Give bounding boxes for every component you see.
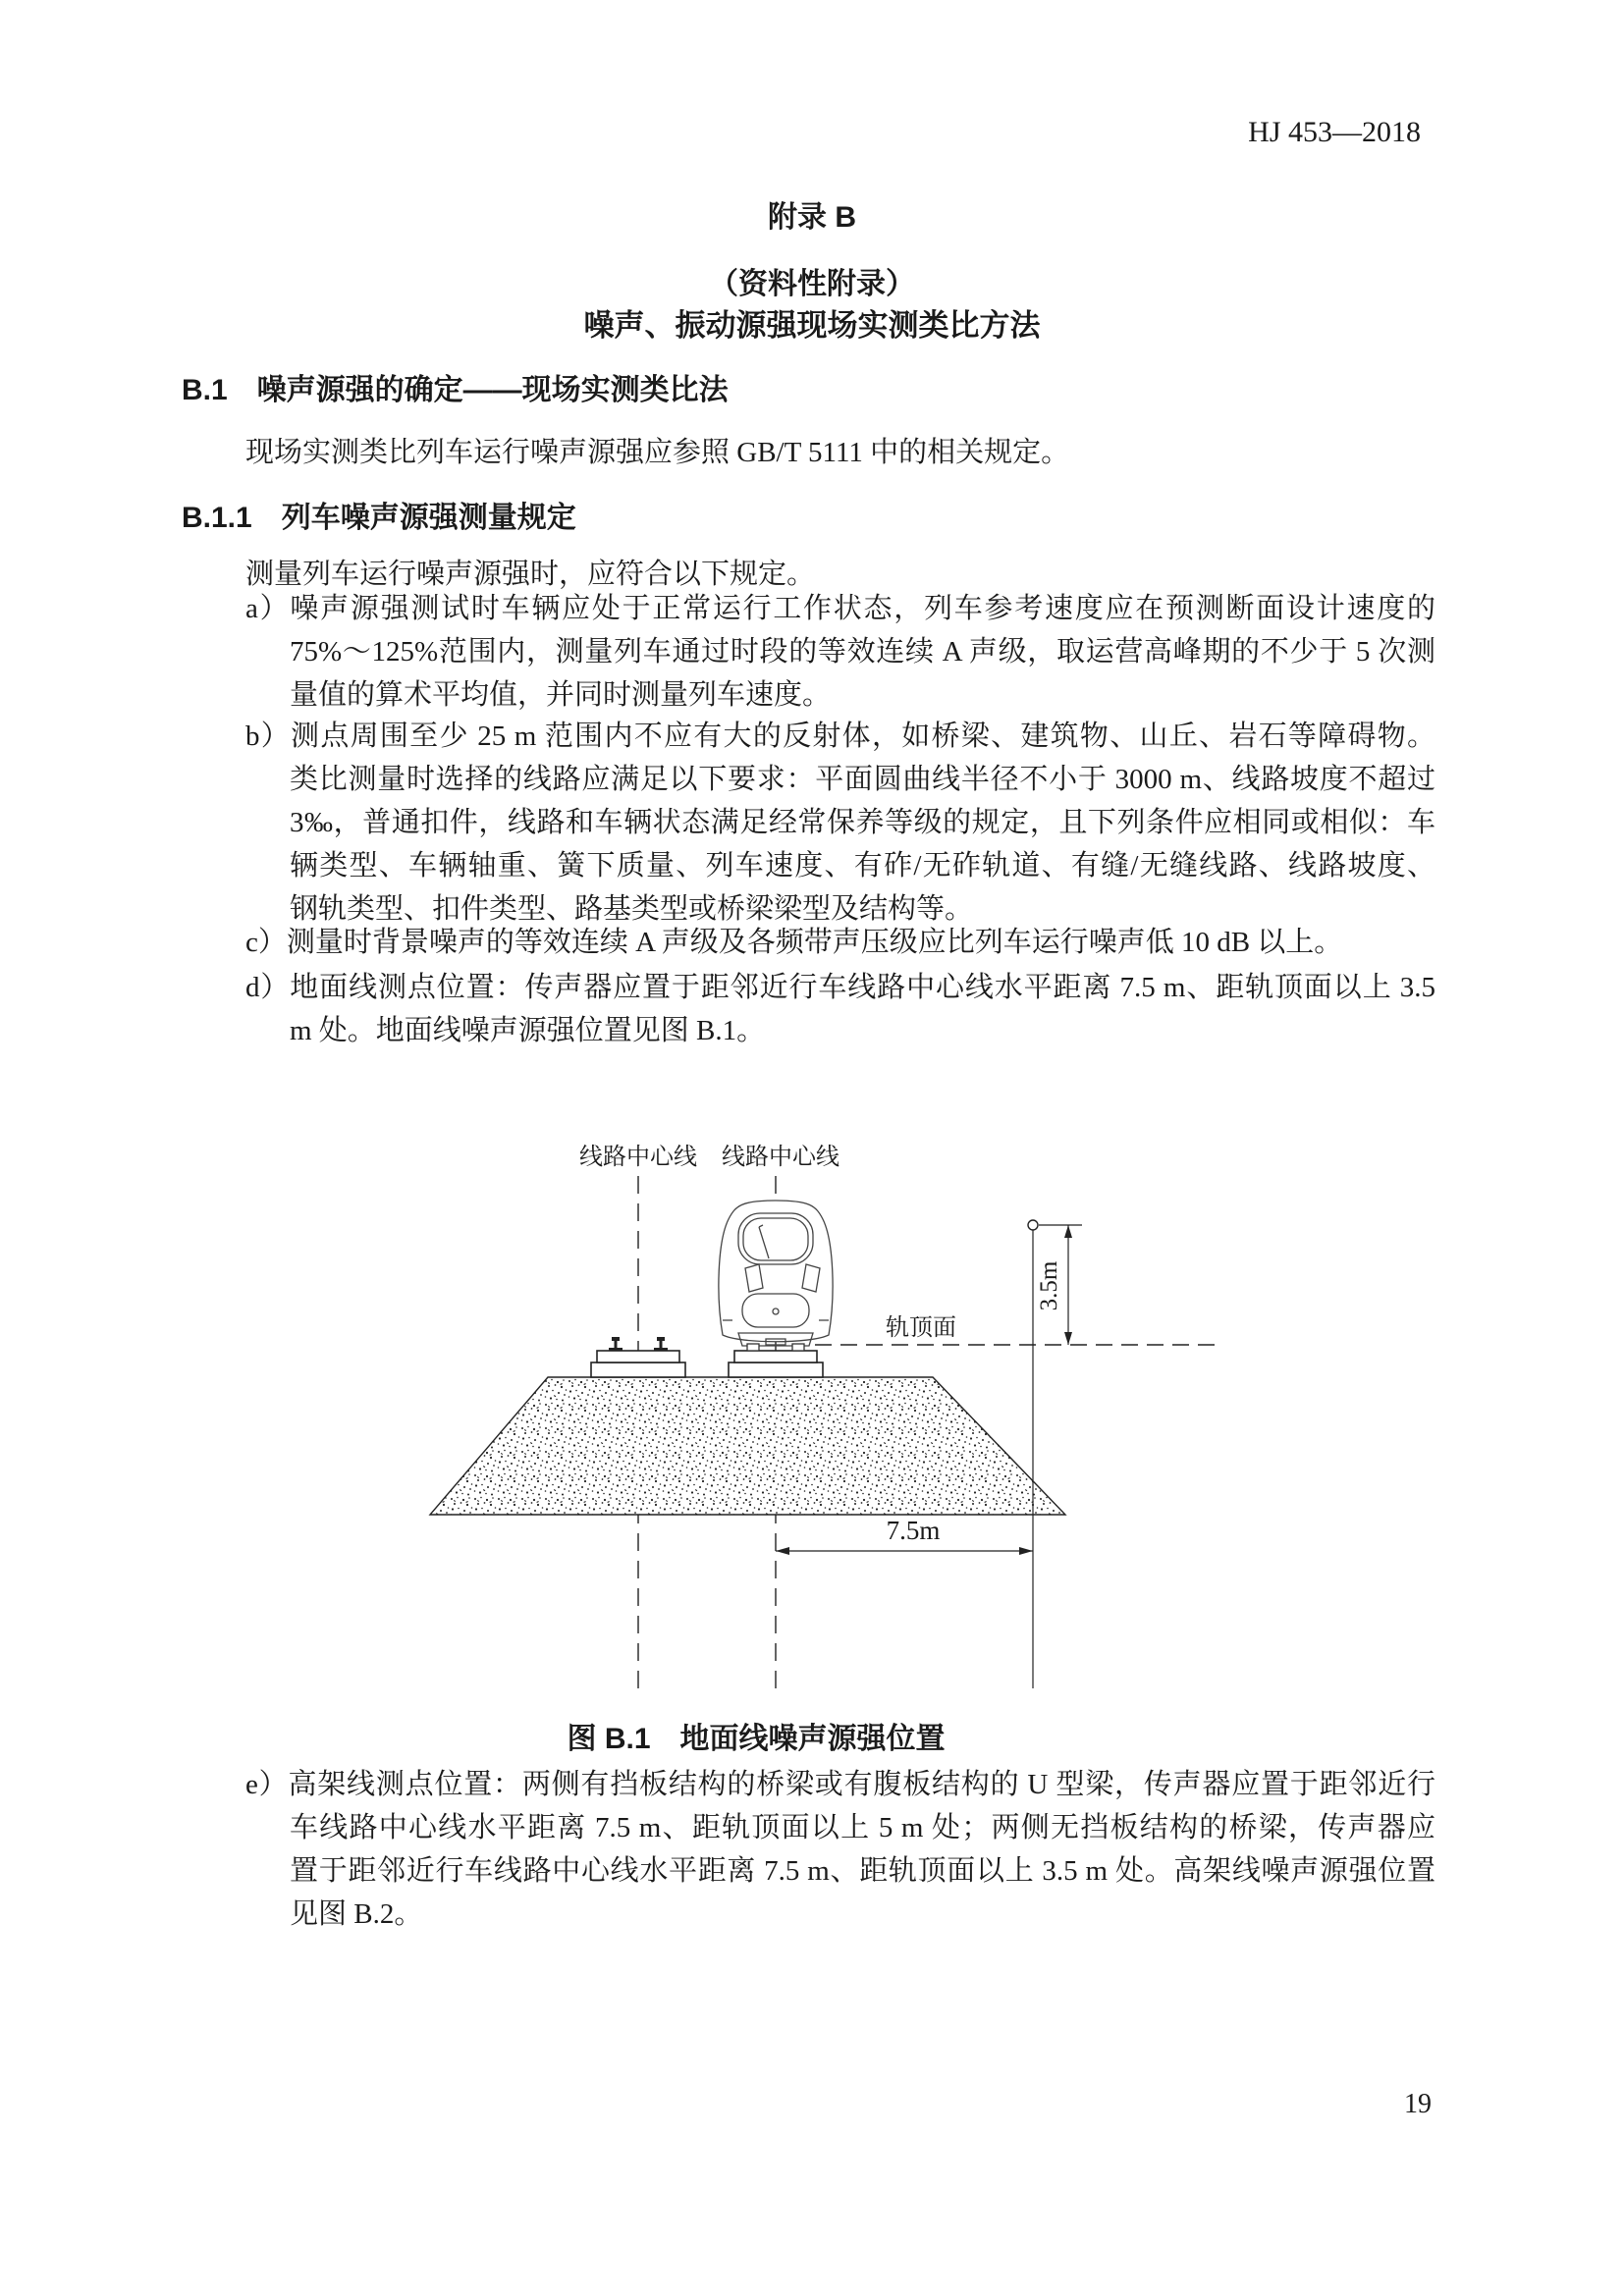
standard-number-header: HJ 453—2018 <box>1248 116 1421 148</box>
list-item-a <box>245 587 1435 717</box>
list-item-d-line: m 处。地面线噪声源强位置见图 B.1。 <box>290 1015 766 1046</box>
figure-b1-caption: 图 B.1 地面线噪声源强位置 <box>567 1723 946 1755</box>
height-dimension <box>1036 1225 1082 1345</box>
list-item-b-line: 辆类型、车辆轴重、簧下质量、列车速度、有砟/无砟轨道、有缝/无缝线路、线路坡度、 <box>290 850 1435 881</box>
train-front-illustration <box>719 1201 833 1351</box>
list-item-b <box>245 715 1435 931</box>
appendix-main-title: 噪声、振动源强现场实测类比方法 <box>583 308 1041 343</box>
list-item-a-line: a）噪声源强测试时车辆应处于正常运行工作状态，列车参考速度应在预测断面设计速度的 <box>245 593 1435 624</box>
list-item-b-line: 钢轨类型、扣件类型、路基类型或桥梁梁型及结构等。 <box>290 893 974 925</box>
list-item-d-line: d）地面线测点位置：传声器应置于距邻近行车线路中心线水平距离 7.5 m、距轨顶面以上 3.5 <box>245 972 1435 1003</box>
distance-dimension-label: 7.5m <box>886 1516 941 1545</box>
list-item-d <box>245 966 1435 1052</box>
list-item-c-line: c）测量时背景噪声的等效连续 A 声级及各频带声压级应比列车运行噪声低 10 dB 以上。 <box>245 927 1343 958</box>
list-item-c <box>245 921 1435 964</box>
figure-b1 <box>285 1119 1227 1708</box>
rail-left-2 <box>654 1337 668 1351</box>
section-b11-paragraph: 测量列车运行噪声源强时，应符合以下规定。 <box>245 559 816 590</box>
list-item-e-line: 置于距邻近行车线路中心线水平距离 7.5 m、距轨顶面以上 3.5 m 处。高架线噪声源强位置 <box>290 1855 1435 1887</box>
list-item-a-line: 量值的算术平均值，并同时测量列车速度。 <box>290 679 832 711</box>
page-number: 19 <box>1404 2089 1432 2119</box>
list-item-e-line: 车线路中心线水平距离 7.5 m、距轨顶面以上 5 m 处；两侧无挡板结构的桥梁，传声器应 <box>290 1812 1435 1843</box>
centerline-label-right: 线路中心线 <box>722 1145 839 1170</box>
rail-left-1 <box>609 1337 623 1351</box>
list-item-b-line: 类比测量时选择的线路应满足以下要求：平面圆曲线半径不小于 3000 m、线路坡度不超过 <box>290 764 1435 795</box>
appendix-title: 附录 B <box>768 201 856 234</box>
list-item-e-line: e）高架线测点位置：两侧有挡板结构的桥梁或有腹板结构的 U 型梁，传声器应置于距邻近行 <box>245 1769 1435 1800</box>
section-b1-heading: B.1 噪声源强的确定——现场实测类比法 <box>182 374 729 406</box>
list-item-e-line: 见图 B.2。 <box>290 1898 423 1930</box>
embankment <box>430 1377 1065 1515</box>
height-dimension-label: 3.5m <box>1036 1260 1062 1311</box>
list-item-b-line: b）测点周围至少 25 m 范围内不应有大的反射体，如桥梁、建筑物、山丘、岩石等障碍物。 <box>245 721 1435 752</box>
list-item-b-line: 3‰，普通扣件，线路和车辆状态满足经常保养等级的规定，且下列条件应相同或相似：车 <box>290 807 1435 838</box>
figure-b1-drawing <box>285 1119 1227 1708</box>
list-item-e <box>245 1763 1435 1936</box>
microphone-point-marker <box>1028 1220 1038 1230</box>
section-b11-heading: B.1.1 列车噪声源强测量规定 <box>182 502 576 534</box>
section-b1-paragraph: 现场实测类比列车运行噪声源强应参照 GB/T 5111 中的相关规定。 <box>245 437 1070 468</box>
distance-dimension <box>776 1516 1033 1555</box>
list-item-a-line: 75%～125%范围内，测量列车通过时段的等效连续 A 声级，取运营高峰期的不少于 5 次测 <box>290 636 1435 667</box>
track-slab-right <box>729 1351 823 1377</box>
centerline-label-left: 线路中心线 <box>579 1145 697 1170</box>
appendix-subtitle: （资料性附录） <box>709 268 915 300</box>
rail-top-label: 轨顶面 <box>886 1315 956 1341</box>
